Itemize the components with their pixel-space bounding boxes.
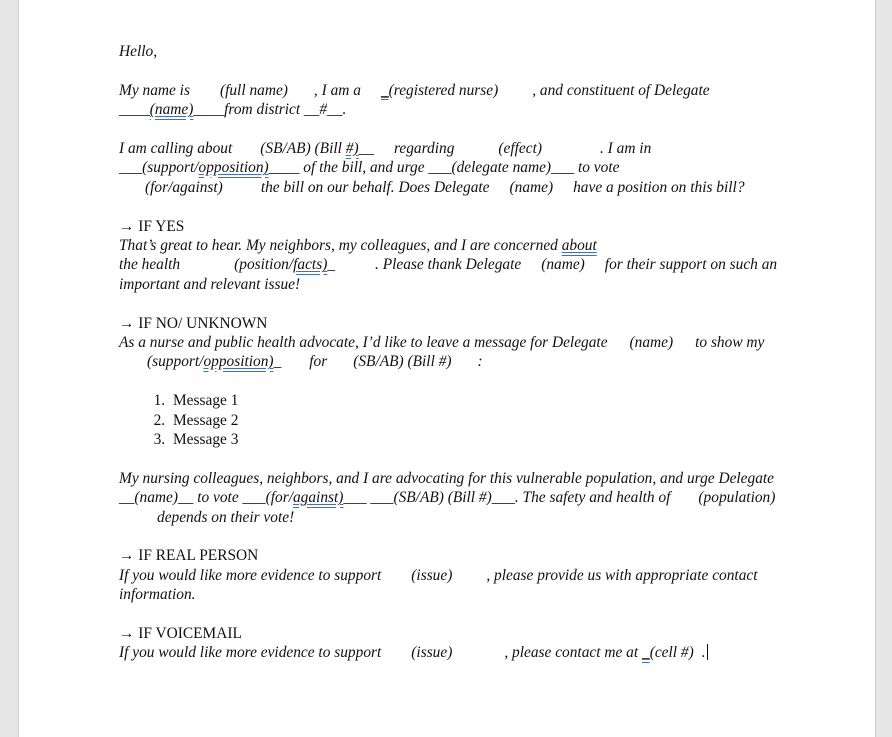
text-cursor	[707, 644, 708, 660]
calling-paragraph: I am calling about (SB/AB) (Bill #)__ regarding (effect) . I am in ___(support/opposition)____ of the bill, and urge ___(delegate name)___ to vote (for/against) the bill on our behalf. Does Delegate (name) have a position on this bill?	[119, 140, 745, 196]
if-real-person-heading: → IF REAL PERSON	[119, 547, 259, 565]
message-list	[119, 391, 779, 449]
if-voicemail-heading: → IF VOICEMAIL	[119, 625, 242, 643]
list-item: 3. Message 3	[169, 430, 779, 449]
greeting: Hello,	[119, 43, 158, 60]
intro-paragraph: My name is (full name) , I am a _(registered nurse) , and constituent of Delegate ____(name)____from district __#__.	[119, 81, 710, 119]
document-page[interactable]	[18, 0, 876, 737]
if-voicemail-section: → IF VOICEMAIL If you would like more evidence to support (issue) , please contact me at _(cell #) .	[119, 625, 706, 662]
advocacy-paragraph: My nursing colleagues, neighbors, and I are advocating for this vulnerable population, and urge Delegate __(name)__ to vote ___(for/against)___ ___(SB/AB) (Bill #)___. The safety and health of (population)depends on their vote!	[119, 469, 776, 526]
if-no-section: → IF NO/ UNKNOWN As a nurse and public health advocate, I’d like to leave a message for Delegate (name) to show my(support/opposition)_ for (SB/AB) (Bill #) :	[119, 314, 765, 371]
list-item: 1. Message 1	[169, 391, 779, 410]
document-body[interactable]	[119, 42, 779, 682]
if-no-heading: → IF NO/ UNKNOWN	[119, 314, 268, 332]
list-item: 2. Message 2	[169, 411, 779, 430]
if-yes-section: → IF YES That’s great to hear. My neighbors, my colleagues, and I are concerned about the health (position/facts)_ . Please thank Delegate (name) for their support on such an important and relevant issue!	[119, 217, 778, 293]
if-real-person-section: → IF REAL PERSON If you would like more evidence to support (issue) , please provide us with appropriate contact information.	[119, 547, 758, 604]
if-yes-heading: → IF YES	[119, 217, 185, 235]
